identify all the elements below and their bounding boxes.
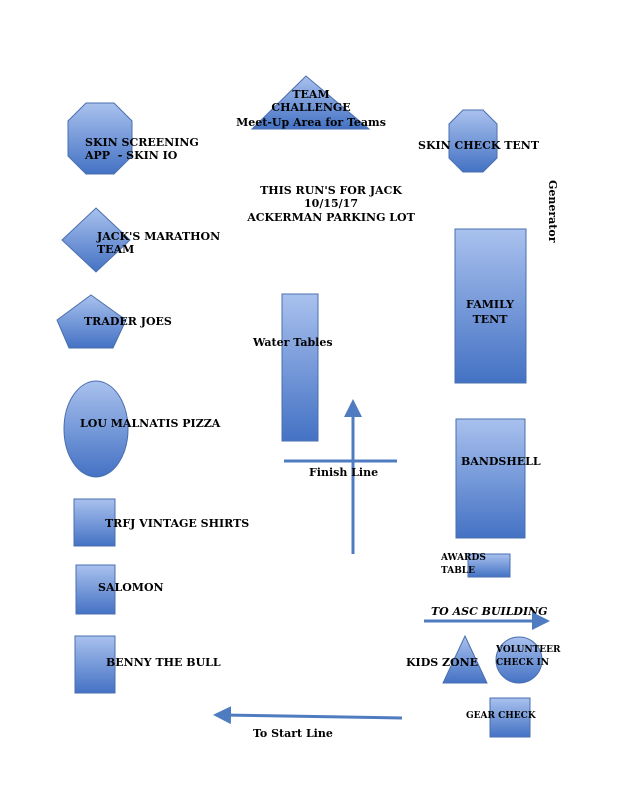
event-location: ACKERMAN PARKING LOT [247, 211, 415, 224]
skin-check-tent-label: SKIN CHECK TENT [418, 139, 540, 152]
event-title: THIS RUN'S FOR JACK [260, 184, 402, 197]
family-tent-line-2: TENT [472, 313, 508, 326]
water-tables-label: Water Tables [253, 336, 333, 349]
bandshell-rect [456, 419, 525, 538]
awards-table-line-2: TABLE [441, 566, 475, 576]
jacks-team-line-2: TEAM [97, 243, 135, 256]
jacks-team-line-1: JACK'S MARATHON [97, 230, 221, 243]
finish-line-label: Finish Line [309, 466, 379, 479]
trader-joes-label: TRADER JOES [84, 315, 172, 328]
event-date: 10/15/17 [304, 197, 358, 210]
generator-label: Generator [546, 180, 559, 243]
bandshell-label: BANDSHELL [461, 455, 541, 468]
to-asc-building-label: TO ASC BUILDING [431, 605, 548, 618]
kids-zone-label: KIDS ZONE [406, 656, 479, 669]
team-challenge-line-1: TEAM [292, 88, 330, 101]
gear-check-label: GEAR CHECK [466, 711, 536, 721]
team-challenge-line-2: CHALLENGE [271, 101, 351, 114]
skin-screening-line-2: APP - SKIN IO [85, 149, 178, 162]
awards-table-line-1: AWARDS [441, 553, 486, 563]
volunteer-check-in-line-2: CHECK IN [496, 658, 550, 668]
benny-the-bull-label: BENNY THE BULL [106, 656, 221, 669]
salomon-label: SALOMON [98, 581, 164, 594]
to-start-line-label: To Start Line [253, 727, 333, 740]
skin-screening-line-1: SKIN SCREENING [85, 136, 199, 149]
team-challenge-line-3: Meet-Up Area for Teams [236, 116, 386, 129]
volunteer-check-in-line-1: VOLUNTEER [496, 645, 561, 655]
lou-malnatis-label: LOU MALNATIS PIZZA [80, 417, 221, 430]
water-tables-rect [282, 294, 318, 441]
family-tent-line-1: FAMILY [466, 298, 514, 311]
trfj-shirts-label: TRFJ VINTAGE SHIRTS [105, 517, 250, 530]
to-start-line-arrow [222, 715, 402, 718]
